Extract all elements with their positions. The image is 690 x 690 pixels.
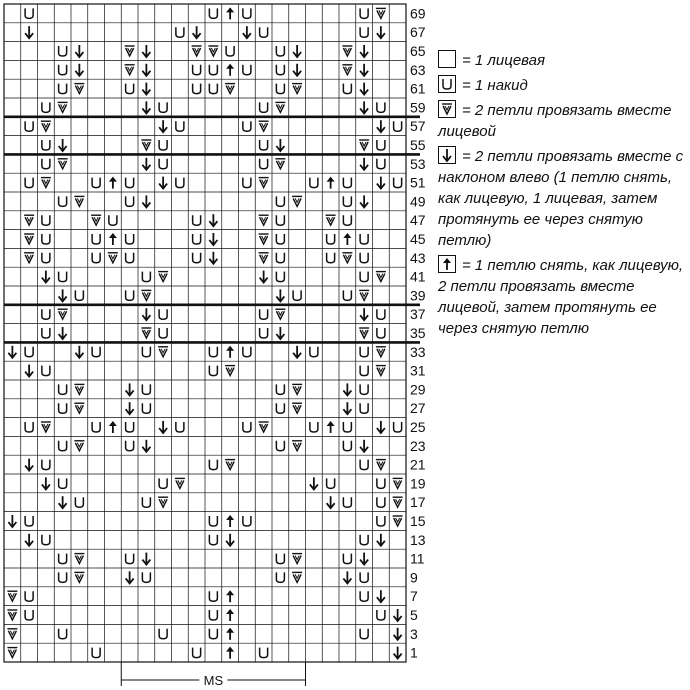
row-number: 5 <box>410 607 418 623</box>
repeat-label: MS <box>203 673 224 688</box>
row-number: 49 <box>410 193 426 210</box>
row-number: 29 <box>410 381 426 398</box>
row-number: 43 <box>410 249 426 266</box>
row-number: 31 <box>410 362 426 379</box>
yarn-over-icon <box>438 75 456 93</box>
row-number: 65 <box>410 43 426 59</box>
row-number: 11 <box>410 550 425 567</box>
legend-text: = 1 накид <box>462 77 528 94</box>
row-number: 9 <box>410 569 418 586</box>
row-number: 41 <box>410 268 426 285</box>
legend-text: = 2 петли провязать вместе лицевой <box>438 102 672 140</box>
legend-item-k2tog <box>438 100 688 142</box>
row-number: 19 <box>410 475 426 492</box>
row-number: 33 <box>410 343 426 360</box>
row-number: 55 <box>410 137 426 153</box>
row-number: 13 <box>410 531 426 548</box>
row-number: 17 <box>410 494 426 511</box>
row-number: 21 <box>410 456 426 473</box>
sk2p-icon <box>438 255 456 273</box>
row-number: 35 <box>410 325 426 341</box>
row-number: 1 <box>410 644 418 661</box>
row-number: 57 <box>410 118 426 135</box>
row-number: 3 <box>410 625 418 642</box>
row-number: 69 <box>410 5 426 22</box>
row-number: 51 <box>410 174 426 191</box>
row-number: 59 <box>410 99 426 116</box>
row-number: 53 <box>410 155 426 172</box>
ssk-icon <box>438 146 456 164</box>
legend-item-ssk <box>438 146 688 251</box>
legend <box>438 50 688 343</box>
k2tog-icon <box>438 100 456 118</box>
row-number: 27 <box>410 400 426 417</box>
row-number: 7 <box>410 588 418 605</box>
legend-text: = 1 петлю снять, как лицевую, 2 петли провязать вместе лицевой, затем протянуть ее через снятую петлю <box>438 257 684 337</box>
row-number: 67 <box>410 24 426 41</box>
knit-icon <box>438 50 456 68</box>
row-number: 15 <box>410 513 426 529</box>
row-number: 63 <box>410 61 426 78</box>
legend-text: = 2 петли провязать вместе с наклоном влево (1 петлю снять, как лицевую, 1 лицевая, затем протянуть ее через снятую петлю) <box>438 148 684 249</box>
row-number: 39 <box>410 287 426 304</box>
legend-item-knit <box>438 50 688 71</box>
legend-item-yarn-over <box>438 75 688 96</box>
row-number: 23 <box>410 437 426 454</box>
row-number: 47 <box>410 212 426 229</box>
row-number: 45 <box>410 231 426 247</box>
row-number: 37 <box>410 306 426 323</box>
legend-text: = 1 лицевая <box>462 52 546 69</box>
row-number: 25 <box>410 419 426 435</box>
row-number: 61 <box>410 80 426 97</box>
legend-item-sk2p <box>438 255 688 339</box>
